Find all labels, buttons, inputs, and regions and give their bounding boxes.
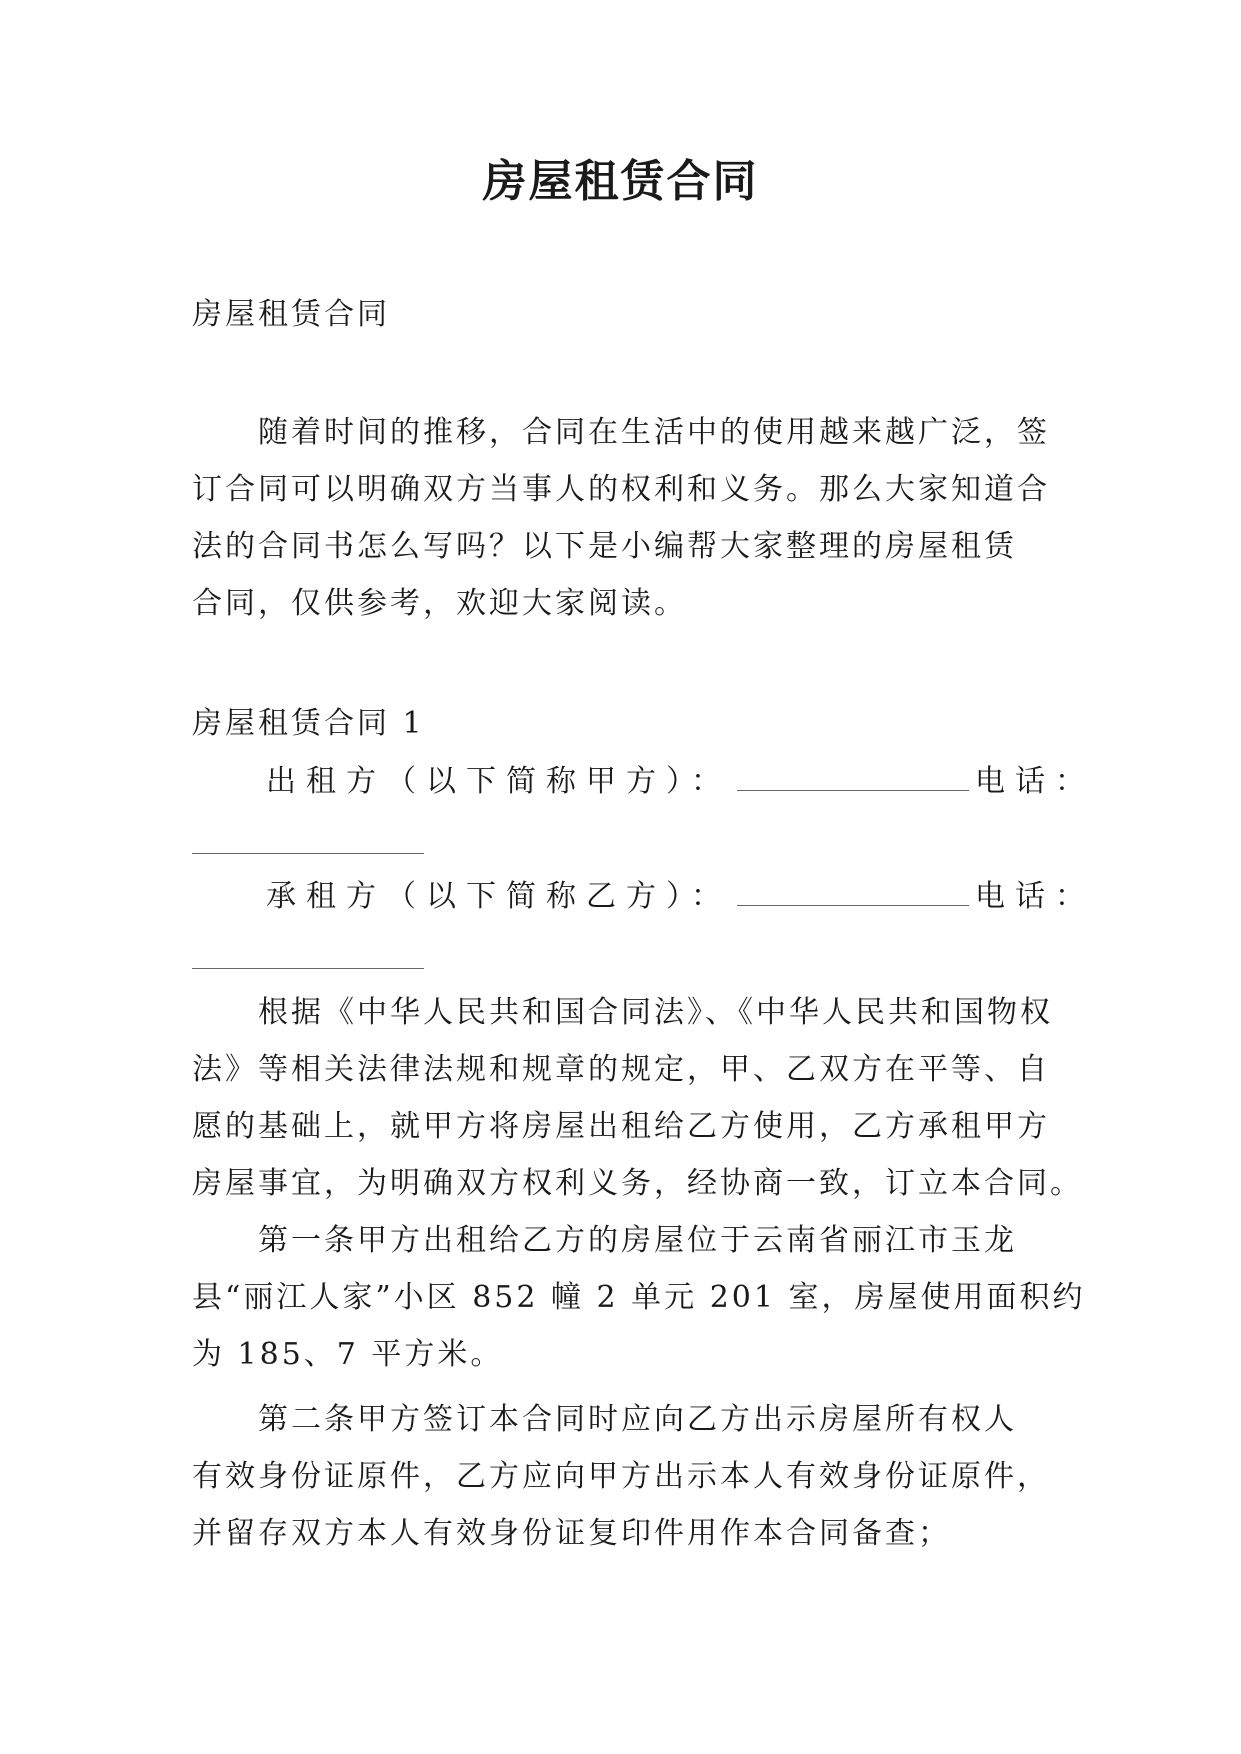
lessor-phone-blank bbox=[192, 852, 424, 854]
article-2-line-1: 第二条甲方签订本合同时应向乙方出示房屋所有权人 bbox=[258, 1402, 1017, 1437]
intro-line-3: 法的合同书怎么写吗？以下是小编帮大家整理的房屋租赁 bbox=[192, 529, 1017, 564]
lessee-label: 承租方（以下简称乙方）： bbox=[266, 879, 731, 914]
document-subtitle: 房屋租赁合同 bbox=[192, 297, 390, 332]
body-line-2: 法》等相关法律法规和规章的规定，甲、乙双方在平等、自 bbox=[192, 1052, 1050, 1087]
section-heading: 房屋租赁合同 1 bbox=[192, 706, 425, 741]
article-1-line-1: 第一条甲方出租给乙方的房屋位于云南省丽江市玉龙 bbox=[258, 1223, 1017, 1258]
lessee-phone-label: 电话： bbox=[975, 879, 1095, 914]
body-line-3: 愿的基础上，就甲方将房屋出租给乙方使用，乙方承租甲方 bbox=[192, 1109, 1050, 1144]
lessor-name-blank bbox=[737, 764, 969, 791]
intro-line-2: 订合同可以明确双方当事人的权利和义务。那么大家知道合 bbox=[192, 472, 1050, 507]
body-line-4: 房屋事宜，为明确双方权利义务，经协商一致，订立本合同。 bbox=[192, 1166, 1083, 1201]
lessor-phone-label: 电话： bbox=[975, 764, 1095, 799]
lessor-row bbox=[266, 762, 1095, 802]
lessee-name-blank bbox=[737, 879, 969, 906]
article-1-line-2: 县“丽江人家”小区 852 幢 2 单元 201 室，房屋使用面积约 bbox=[192, 1280, 1086, 1315]
lessee-row bbox=[266, 877, 1095, 917]
intro-line-1: 随着时间的推移，合同在生活中的使用越来越广泛，签 bbox=[258, 415, 1050, 450]
article-2-line-3: 并留存双方本人有效身份证复印件用作本合同备查； bbox=[192, 1516, 951, 1551]
intro-line-4: 合同，仅供参考，欢迎大家阅读。 bbox=[192, 586, 687, 621]
body-line-1: 根据《中华人民共和国合同法》、《中华人民共和国物权 bbox=[258, 995, 1053, 1030]
article-2-line-2: 有效身份证原件，乙方应向甲方出示本人有效身份证原件， bbox=[192, 1459, 1050, 1494]
document-title: 房屋租赁合同 bbox=[482, 156, 759, 207]
lessee-phone-blank bbox=[192, 967, 424, 969]
lessor-label: 出租方（以下简称甲方）： bbox=[266, 764, 731, 799]
article-1-line-3: 为 185、7 平方米。 bbox=[192, 1337, 504, 1372]
